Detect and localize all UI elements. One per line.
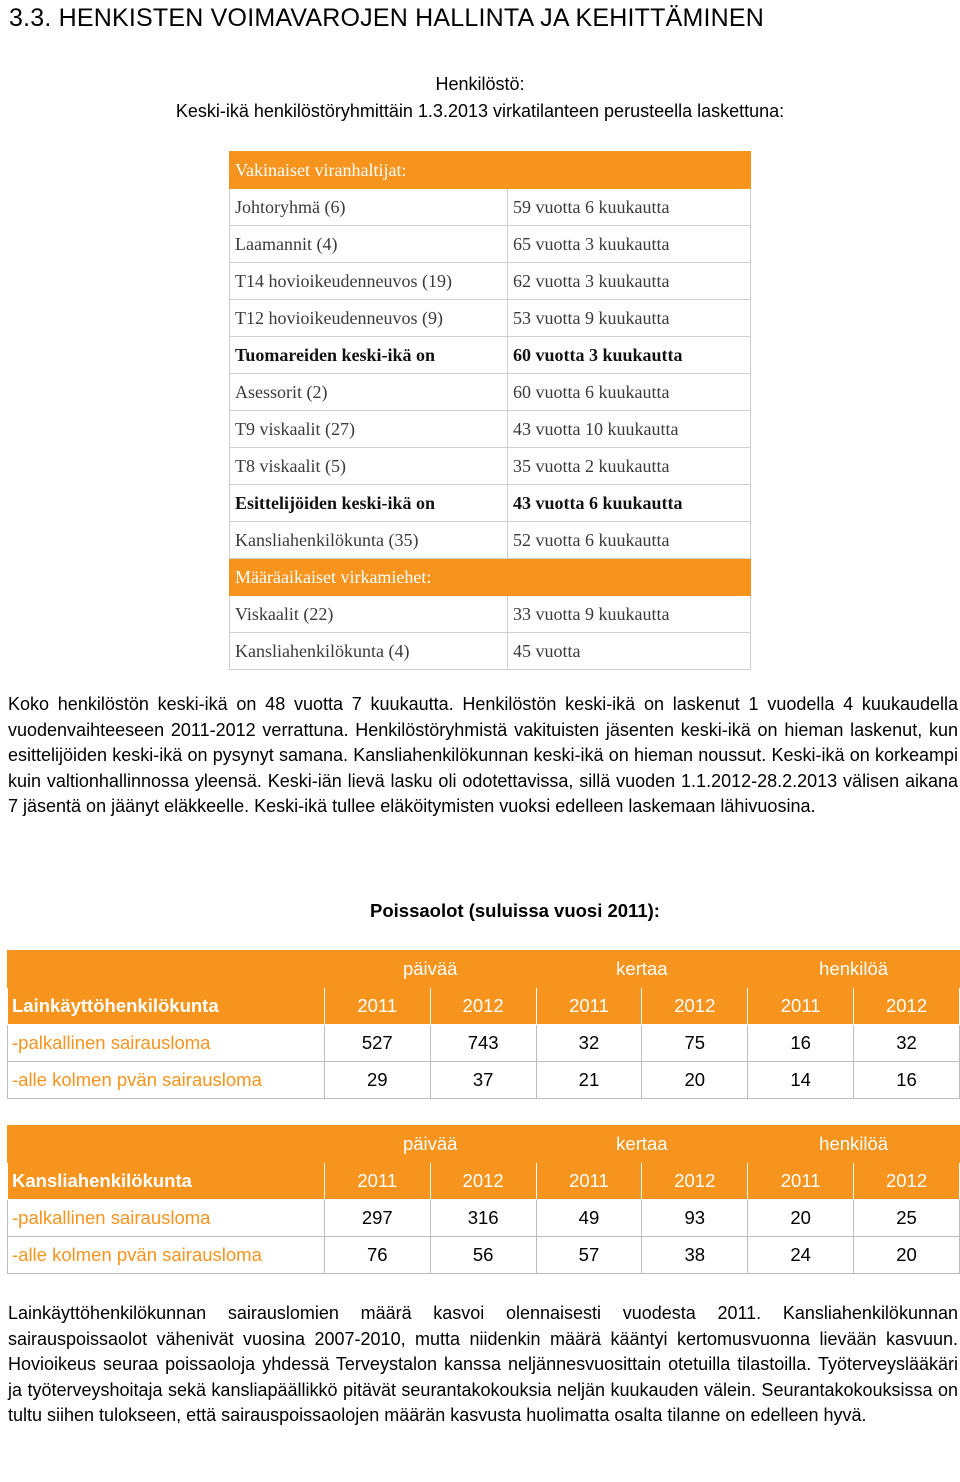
year-header: 2012: [642, 1163, 748, 1200]
absence-value: 297: [324, 1200, 430, 1237]
absence-type-label: -alle kolmen pvän sairausloma: [8, 1237, 325, 1274]
average-age-value: 45 vuotta: [508, 633, 751, 670]
average-age-value: 52 vuotta 6 kuukautta: [508, 522, 751, 559]
group-label: Asessorit (2): [230, 374, 508, 411]
absence-value: 20: [748, 1200, 854, 1237]
average-age-value: 62 vuotta 3 kuukautta: [508, 263, 751, 300]
table-row: [230, 300, 751, 337]
absence-value: 93: [642, 1200, 748, 1237]
absence-value: 32: [536, 1025, 642, 1062]
table-row: [230, 596, 751, 633]
absence-value: 16: [854, 1062, 960, 1099]
absence-value: 76: [324, 1237, 430, 1274]
table-row: [230, 411, 751, 448]
paragraph-average-age: Koko henkilöstön keski-ikä on 48 vuotta 7 kuukautta. Henkilöstön keski-ikä on laskenut 1 vuodella 4 kuukaudella vuodenvaihteeseen 2011-2012 verrattuna. Henkilöstöryhmistä vakituisten jäsenten keski-ikä on hieman laskenut, kun esittelijöiden keski-ikä on pysynyt samana. Kansliahenkilökunnan keski-ikä on hieman noussut. Keski-ikä on korkeampi kuin valtionhallinnossa yleensä. Keski-iän lievä lasku oli odotettavissa, sillä vuoden 1.1.2012-28.2.2013 välisen aikana 7 jäsentä on jäänyt eläkkeelle. Keski-ikä tullee eläköitymisten vuoksi edelleen laskemaan lähivuosina.: [8, 694, 958, 817]
table-row: [230, 633, 751, 670]
group-label: T14 hovioikeudenneuvos (19): [230, 263, 508, 300]
table-row: [8, 1025, 960, 1062]
metric-group-header: kertaa: [536, 951, 748, 988]
year-header: 2012: [430, 1163, 536, 1200]
table-row: [230, 189, 751, 226]
average-age-value: 53 vuotta 9 kuukautta: [508, 300, 751, 337]
absence-value: 316: [430, 1200, 536, 1237]
absence-table-judicial: [7, 950, 960, 1099]
header-temporary-officials: [230, 559, 751, 596]
absence-title: Poissaolot (suluissa vuosi 2011):: [370, 900, 660, 921]
average-age-value: 60 vuotta 3 kuukautta: [508, 337, 751, 374]
absence-value: 56: [430, 1237, 536, 1274]
absence-value: 527: [324, 1025, 430, 1062]
table-row: [230, 263, 751, 300]
year-header: 2011: [536, 1163, 642, 1200]
table-row: [230, 374, 751, 411]
average-age-value: 35 vuotta 2 kuukautta: [508, 448, 751, 485]
empty-cell: [8, 951, 325, 988]
metric-group-header: päivää: [324, 1126, 536, 1163]
absence-value: 20: [642, 1062, 748, 1099]
absence-value: 14: [748, 1062, 854, 1099]
absence-value: 21: [536, 1062, 642, 1099]
year-header: 2011: [748, 988, 854, 1025]
year-header: 2011: [536, 988, 642, 1025]
average-age-value: 65 vuotta 3 kuukautta: [508, 226, 751, 263]
section-heading: 3.3. HENKISTEN VOIMAVAROJEN HALLINTA JA KEHITTÄMINEN: [9, 4, 765, 32]
group-header-row: [8, 951, 960, 988]
group-label: Kansliahenkilökunta (4): [230, 633, 508, 670]
absence-value: 75: [642, 1025, 748, 1062]
group-header-cell: Määräaikaiset virkamiehet:: [230, 559, 751, 596]
staff-group-label: Kansliahenkilökunta: [8, 1163, 325, 1200]
year-header-row: [8, 988, 960, 1025]
group-label: T9 viskaalit (27): [230, 411, 508, 448]
absence-value: 38: [642, 1237, 748, 1274]
subtitle-average-age: Keski-ikä henkilöstöryhmittäin 1.3.2013 virkatilanteen perusteella laskettuna:: [175, 101, 785, 121]
header-permanent-officials: [230, 152, 751, 189]
group-label: T8 viskaalit (5): [230, 448, 508, 485]
group-label: Tuomareiden keski-ikä on: [230, 337, 508, 374]
average-age-value: 60 vuotta 6 kuukautta: [508, 374, 751, 411]
metric-group-header: päivää: [324, 951, 536, 988]
absence-value: 32: [854, 1025, 960, 1062]
year-header: 2012: [854, 1163, 960, 1200]
year-header: 2011: [748, 1163, 854, 1200]
group-label: Esittelijöiden keski-ikä on: [230, 485, 508, 522]
subtitle-staff: Henkilöstö:: [435, 74, 525, 94]
group-label: Viskaalit (22): [230, 596, 508, 633]
group-label: Kansliahenkilökunta (35): [230, 522, 508, 559]
table-row: [230, 337, 751, 374]
group-label: Laamannit (4): [230, 226, 508, 263]
absence-value: 29: [324, 1062, 430, 1099]
empty-cell: [8, 1126, 325, 1163]
absence-type-label: -alle kolmen pvän sairausloma: [8, 1062, 325, 1099]
year-header: 2011: [324, 988, 430, 1025]
table-row: [8, 1062, 960, 1099]
group-label: T12 hovioikeudenneuvos (9): [230, 300, 508, 337]
table-row: [230, 485, 751, 522]
absence-value: 24: [748, 1237, 854, 1274]
absence-value: 37: [430, 1062, 536, 1099]
group-label: Johtoryhmä (6): [230, 189, 508, 226]
table-row: [230, 448, 751, 485]
average-age-value: 59 vuotta 6 kuukautta: [508, 189, 751, 226]
absence-value: 49: [536, 1200, 642, 1237]
table-row: [8, 1200, 960, 1237]
absence-type-label: -palkallinen sairausloma: [8, 1025, 325, 1062]
staff-group-label: Lainkäyttöhenkilökunta: [8, 988, 325, 1025]
absence-value: 743: [430, 1025, 536, 1062]
metric-group-header: kertaa: [536, 1126, 748, 1163]
year-header: 2012: [430, 988, 536, 1025]
table-row: [8, 1237, 960, 1274]
group-header-row: [8, 1126, 960, 1163]
year-header: 2011: [324, 1163, 430, 1200]
absence-value: 57: [536, 1237, 642, 1274]
paragraph-absence: Lainkäyttöhenkilökunnan sairauslomien määrä kasvoi olennaisesti vuodesta 2011. Kansliahenkilökunnan sairauspoissaolot vähenivät vuosina 2007-2010, mutta niidenkin määrä kääntyi kertomusvuonna lievään kasvuun. Hovioikeus seuraa poissaoloja yhdessä Terveystalon kanssa neljännesvuosittain otetuilla tilastoilla. Työterveyslääkäri ja työterveyshoitaja sekä kansliapäällikkö pitävät seurantakokouksia neljän kuukauden välein. Seurantakokouksissa on tultu siihen tulokseen, että sairauspoissaolojen määrän kasvusta huolimatta osalta tilanne on edelleen hyvä.: [8, 1303, 958, 1426]
year-header: 2012: [642, 988, 748, 1025]
metric-group-header: henkilöä: [748, 951, 960, 988]
absence-value: 20: [854, 1237, 960, 1274]
average-age-value: 33 vuotta 9 kuukautta: [508, 596, 751, 633]
absence-table-office: [7, 1125, 960, 1274]
table-row: [230, 522, 751, 559]
metric-group-header: henkilöä: [748, 1126, 960, 1163]
absence-type-label: -palkallinen sairausloma: [8, 1200, 325, 1237]
absence-value: 16: [748, 1025, 854, 1062]
year-header: 2012: [854, 988, 960, 1025]
average-age-value: 43 vuotta 10 kuukautta: [508, 411, 751, 448]
group-header-cell: Vakinaiset viranhaltijat:: [230, 152, 751, 189]
absence-value: 25: [854, 1200, 960, 1237]
year-header-row: [8, 1163, 960, 1200]
average-age-value: 43 vuotta 6 kuukautta: [508, 485, 751, 522]
average-age-table: [229, 151, 751, 670]
table-row: [230, 226, 751, 263]
